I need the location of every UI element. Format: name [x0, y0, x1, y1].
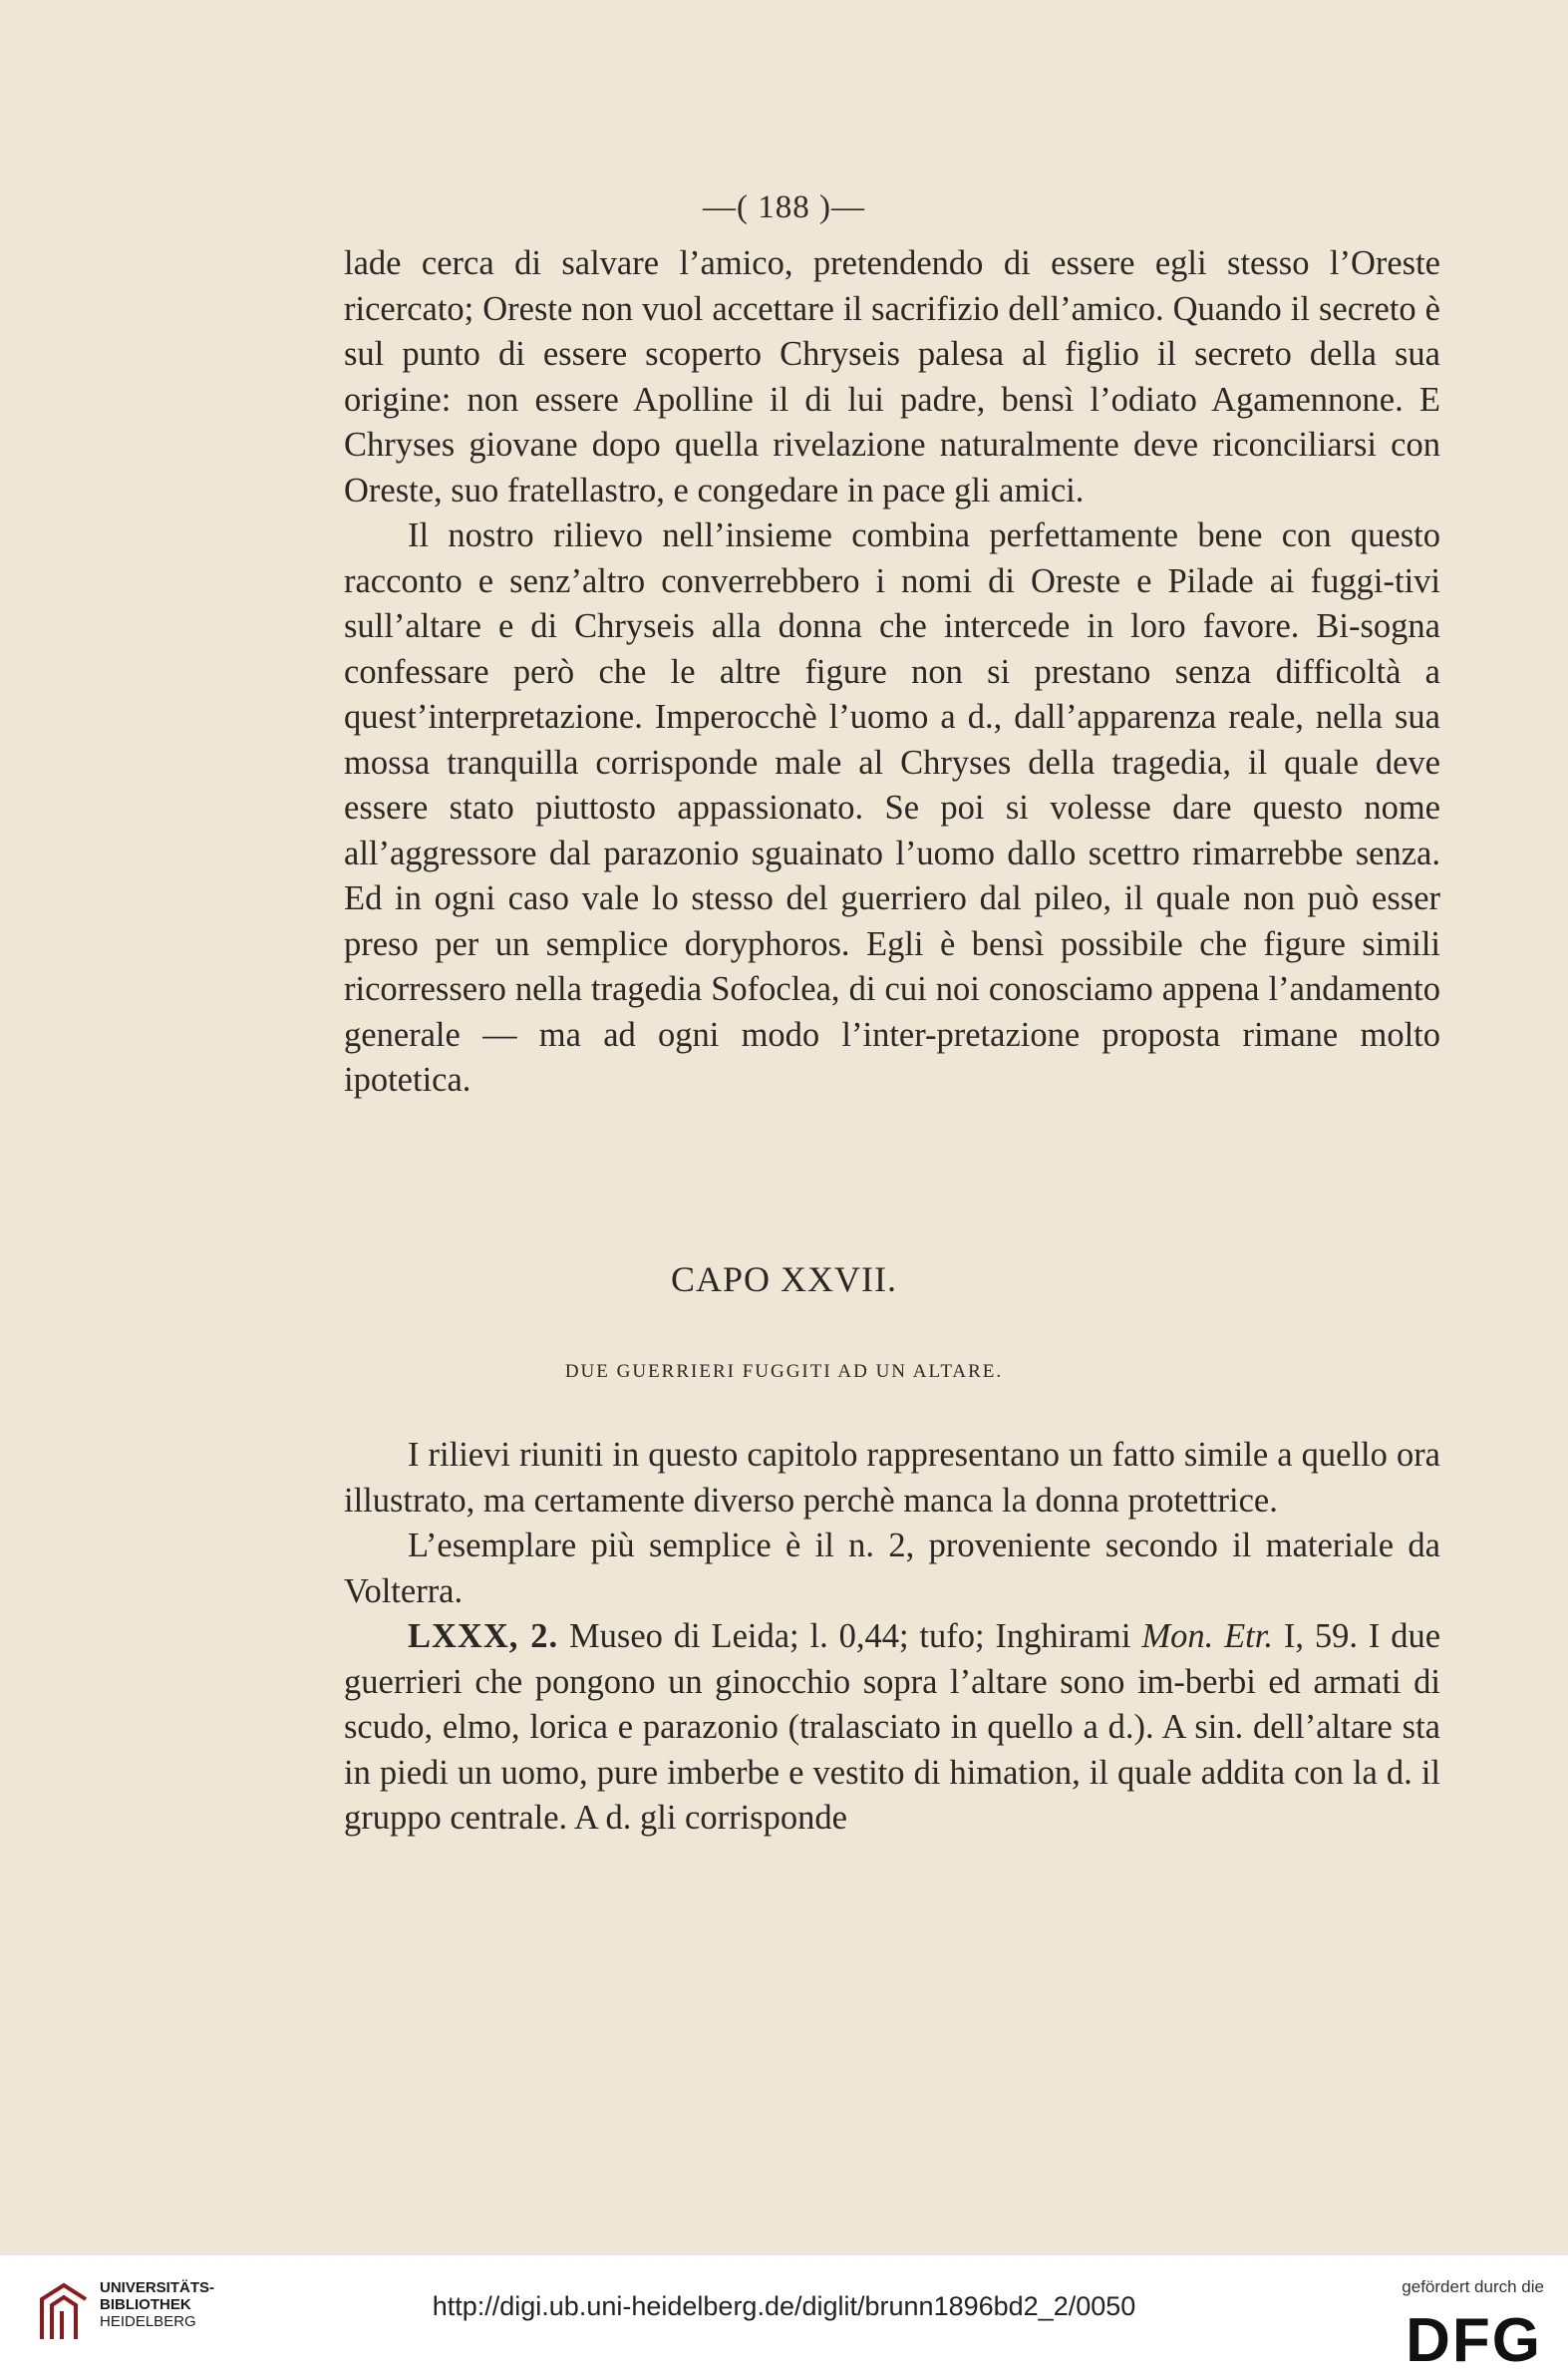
- paragraph: Il nostro rilievo nell’insieme combina perfettamente bene con questo racconto e senz’altro converrebbero i nomi di Oreste e Pilade ai fuggi-tivi sull’altare e di Chryseis alla donna che intercede in loro favore. Bi-sogna confessare però che le altre figure non si prestano senza difficoltà a quest’interpretazione. Imperocchè l’uomo a d., dall’apparenza reale, nella sua mossa tranquilla corrisponde male al Chryses della tragedia, il quale deve essere stato piuttosto appassionato. Se poi si volesse dare questo nome all’aggressore dal parazonio sguainato l’uomo dallo scettro rimarrebbe senza. Ed in ogni caso vale lo stesso del guerriero dal pileo, il quale non può esser preso per un semplice doryphoros. Egli è bensì possibile che figure simili ricorressero nella tragedia Sofoclea, di cui noi conosciamo appena l’andamento generale — ma ad ogni modo l’inter-pretazione proposta rimane molto ipotetica.: [344, 516, 1440, 1099]
- footer-bar: [0, 2253, 1568, 2377]
- paragraph: lade cerca di salvare l’amico, pretendendo di essere egli stesso l’Oreste ricercato; Oreste non vuol accettare il sacrifizio dell’amico. Quando il secreto è sul punto di essere scoperto Chryseis palesa al figlio il secreto della sua origine: non essere Apolline il di lui padre, bensì l’odiato Agamennone. E Chryses giovane dopo quella rivelazione naturalmente deve riconciliarsi con Oreste, suo fratellastro, e congedare in pace gli amici.: [344, 244, 1440, 509]
- paragraph: I rilievi riuniti in questo capitolo rappresentano un fatto simile a quello ora illustrato, ma certamente diverso perchè manca la donna protettrice.: [344, 1436, 1440, 1520]
- dfg-logo: DFG: [1406, 2306, 1542, 2375]
- catalog-entry: [344, 1614, 1440, 1842]
- catalog-text: Museo di Leida; l. 0,44; tufo; Inghirami: [558, 1617, 1142, 1655]
- text-block-bottom: [344, 1433, 1440, 1842]
- catalog-number: LXXX, 2.: [408, 1617, 559, 1655]
- paragraph: L’esemplare più semplice è il n. 2, proveniente secondo il materiale da Volterra.: [344, 1527, 1440, 1610]
- text-block-top: [344, 241, 1440, 1104]
- source-url-link[interactable]: http://digi.ub.uni-heidelberg.de/diglit/brunn1896bd2_2/0050: [432, 2291, 1136, 2321]
- catalog-text-continued: I, 59. I due guerrieri che pongono un ginocchio sopra l’altare sono im-berbi ed armati di scudo, elmo, lorica e parazonio (tralasciato in quello a d.). A sin. dell’altare sta in piedi un uomo, pure imberbe e vestito di himation, il quale addita con la d. il gruppo centrale. A d. gli corrisponde: [344, 1617, 1441, 1837]
- funded-by-label: gefördert durch die: [1402, 2277, 1544, 2296]
- library-name: UNIVERSITÄTS- BIBLIOTHEK HEIDELBERG: [100, 2279, 215, 2330]
- chapter-subtitle: DUE GUERRIERI FUGGITI AD UN ALTARE.: [564, 1361, 1004, 1382]
- page-number: —( 188 )—: [703, 189, 865, 225]
- chapter-title: CAPO XXVII.: [671, 1259, 897, 1299]
- catalog-reference: Mon. Etr.: [1141, 1617, 1273, 1655]
